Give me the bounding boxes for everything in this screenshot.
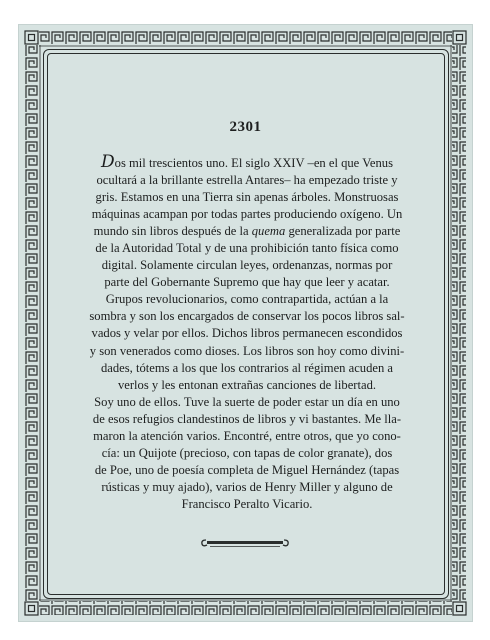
text-line: dades, tótems a los que los contrarios al régimen acuden a xyxy=(100,360,393,375)
text-fragment: mundo sin libros después de la xyxy=(93,224,252,239)
text-line: digital. Solamente circulan leyes, ordenanzas, normas por xyxy=(101,258,393,273)
text-line: parte del Gobernante Supremo que hay que leer y acatar. xyxy=(104,275,390,290)
text-line: de Poe, uno de poesía completa de Miguel Hernández (tapas xyxy=(94,462,400,477)
text-line: y son venerados como dioses. Los libros son hoy como divini- xyxy=(89,343,405,358)
text-fragment: os mil trescientos uno. El siglo XXIV –en el que Venus xyxy=(114,156,393,170)
page-title: 2301 xyxy=(229,119,262,135)
text-line: máquinas acampan por todas partes produciendo oxígeno. Un xyxy=(91,207,403,222)
text-line: Francisco Peralto Vicario. xyxy=(181,496,313,511)
text-line: vados y velar por ellos. Dichos libros permanecen escondidos xyxy=(91,326,403,341)
text-line: gris. Estamos en una Tierra sin apenas árboles. Monstruosas xyxy=(95,190,399,205)
text-line: cía: un Quijote (precioso, con tapas de color granate), dos xyxy=(101,445,393,460)
text-line: verlos y les entonan extrañas canciones de libertad. xyxy=(117,377,377,392)
text-line: Grupos revolucionarios, como contrapartida, actúan a la xyxy=(105,292,389,307)
text-line: rústicas y muy ajado), varios de Henry Miller y alguno de xyxy=(101,479,393,494)
italic-word: quema xyxy=(251,224,286,239)
text-line xyxy=(67,152,427,172)
text-line: sombra y son los encargados de conservar los pocos libros sal- xyxy=(89,309,405,324)
story-text xyxy=(67,152,427,513)
text-line: de la Autoridad Total y de una prohibición tanto física como xyxy=(95,241,399,256)
drop-cap: D xyxy=(101,152,115,172)
text-fragment: generalizada por parte xyxy=(285,224,401,239)
text-line: de esos refugios clandestinos de libros y vi bastantes. Me lla- xyxy=(92,411,402,426)
text-line: ocultará a la brillante estrella Antares– ha empezado triste y xyxy=(96,173,398,188)
text-line: maron la atención varios. Encontré, entre otros, que yo cono- xyxy=(93,428,401,443)
scroll-divider-ornament-icon xyxy=(200,535,290,549)
text-line xyxy=(67,223,427,240)
bookplate-card xyxy=(19,25,472,621)
text-line: Soy uno de ellos. Tuve la suerte de poder estar un día en uno xyxy=(94,394,400,409)
